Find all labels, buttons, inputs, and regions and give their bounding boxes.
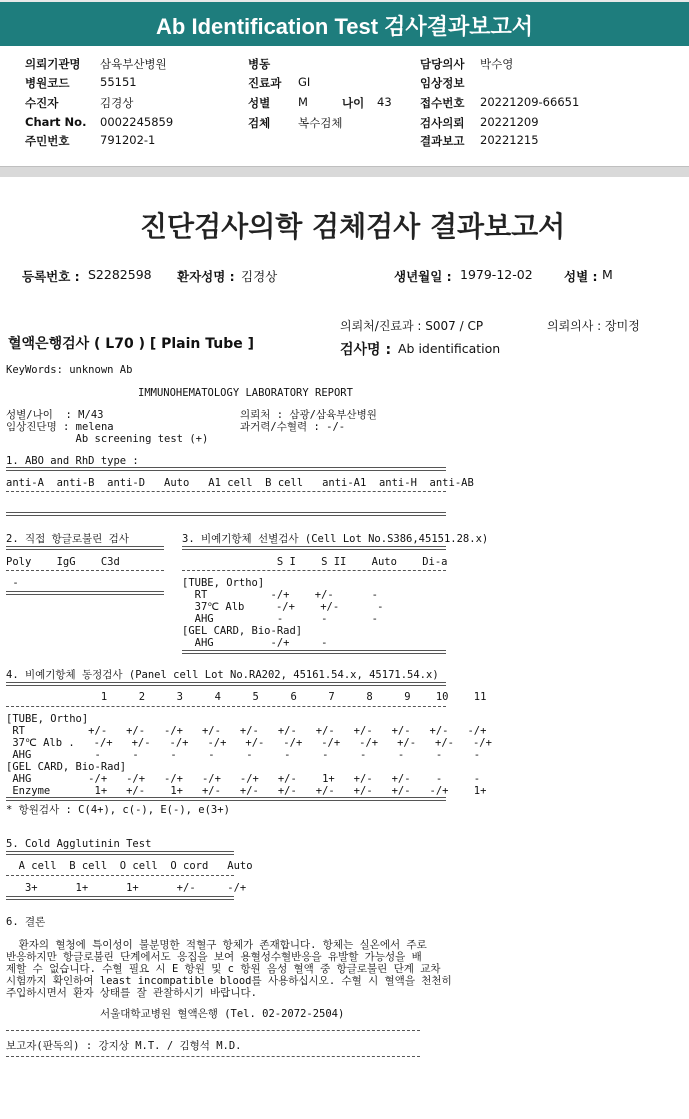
table-row: AHG - - - bbox=[182, 613, 378, 625]
double-rule bbox=[6, 591, 164, 595]
info-label: 담당의사 bbox=[420, 57, 465, 71]
info-label: Chart No. bbox=[25, 115, 87, 129]
info-value: 삼육부산병원 bbox=[100, 57, 167, 71]
info-value: M bbox=[298, 95, 308, 109]
info-label: 성별 bbox=[248, 96, 271, 110]
dashed-rule bbox=[6, 570, 164, 571]
table-row: 3+ 1+ 1+ +/- -/+ bbox=[6, 882, 247, 894]
sex-value: M bbox=[602, 267, 613, 282]
double-rule bbox=[6, 512, 446, 516]
double-rule bbox=[182, 650, 446, 654]
double-rule bbox=[6, 546, 164, 550]
reporter-line: 보고자(판독의) : 강지상 M.T. / 김형석 M.D. bbox=[6, 1040, 242, 1052]
keywords-line: KeyWords: unknown Ab bbox=[6, 364, 133, 376]
section-heading: 1. ABO and RhD type : bbox=[6, 455, 139, 467]
table-row: RT +/- +/- -/+ +/- +/- +/- +/- +/- +/- +/- -/+ bbox=[6, 725, 487, 737]
table-header: S I S II Auto Di-a bbox=[182, 556, 448, 568]
test-name-label: 검사명 : bbox=[340, 342, 392, 358]
dob-label: 생년월일 : bbox=[394, 269, 452, 284]
table-header: A cell B cell O cell O cord Auto bbox=[6, 860, 253, 872]
sex-label: 성별 : bbox=[564, 269, 598, 284]
double-rule bbox=[6, 896, 234, 900]
info-value: 43 bbox=[377, 95, 392, 109]
info-value: 55151 bbox=[100, 75, 137, 89]
table-row: [TUBE, Ortho] bbox=[6, 713, 89, 725]
report-line: 성별/나이 : M/43 bbox=[6, 409, 104, 421]
report-line: 과거력/수혈력 : -/- bbox=[240, 421, 346, 433]
report-header-title: Ab Identification Test 검사결과보고서 bbox=[0, 0, 689, 46]
lab-contact: 서울대학교병원 혈액은행 (Tel. 02-2072-2504) bbox=[100, 1008, 345, 1020]
info-value: 791202-1 bbox=[100, 133, 156, 147]
conclusion-line: 환자의 혈청에 특이성이 불분명한 적혈구 항체가 존재합니다. 항체는 실온에서 주로 bbox=[6, 939, 427, 951]
dob-value: 1979-12-02 bbox=[460, 267, 533, 282]
section-heading: 6. 결론 bbox=[6, 916, 46, 928]
info-label: 수진자 bbox=[25, 96, 59, 110]
dept-text: 의뢰처/진료과 : S007 / CP bbox=[340, 319, 484, 333]
table-row: 37℃ Alb -/+ +/- - bbox=[182, 601, 384, 613]
info-label: 진료과 bbox=[248, 76, 282, 90]
table-header: Poly IgG C3d bbox=[6, 556, 120, 568]
double-rule bbox=[182, 546, 446, 550]
info-value: 20221209-66651 bbox=[480, 95, 580, 109]
patient-label: 환자성명 : bbox=[177, 269, 235, 284]
dashed-rule bbox=[6, 1030, 420, 1031]
report-subtitle: IMMUNOHEMATOLOGY LABORATORY REPORT bbox=[138, 387, 353, 399]
info-label: 병원코드 bbox=[25, 76, 70, 90]
table-row: [GEL CARD, Bio-Rad] bbox=[6, 761, 127, 773]
report-line: 임상진단명 : melena bbox=[6, 421, 114, 433]
table-row: Enzyme 1+ +/- 1+ +/- +/- +/- +/- +/- +/- -/+ 1+ bbox=[6, 785, 487, 797]
info-value: 20221215 bbox=[480, 133, 539, 147]
table-header: 1 2 3 4 5 6 7 8 9 10 11 bbox=[6, 691, 487, 703]
table-row: RT -/+ +/- - bbox=[182, 589, 378, 601]
info-label: 검사의뢰 bbox=[420, 116, 465, 130]
info-label: 결과보고 bbox=[420, 134, 465, 148]
section-heading: 4. 비예기항체 동정검사 (Panel cell Lot No.RA202, 45161.54.x, 45171.54.x) bbox=[6, 669, 439, 681]
info-value: 복수검체 bbox=[298, 116, 343, 130]
table-row: AHG -/+ -/+ -/+ -/+ -/+ +/- 1+ +/- +/- - - bbox=[6, 773, 481, 785]
double-rule bbox=[6, 851, 234, 855]
dashed-rule bbox=[6, 875, 234, 876]
antigen-line: * 항원검사 : C(4+), c(-), E(-), e(3+) bbox=[6, 804, 230, 816]
info-label: 병동 bbox=[248, 57, 271, 71]
dashed-rule bbox=[6, 491, 446, 492]
test-group: 혈액은행검사 ( L70 ) [ Plain Tube ] bbox=[8, 336, 255, 352]
dashed-rule bbox=[6, 706, 446, 707]
report-line: Ab screening test (+) bbox=[6, 433, 209, 445]
table-row: AHG - - - - - - - - - - - bbox=[6, 749, 481, 761]
report-title: 진단검사의학 검체검사 결과보고서 bbox=[140, 210, 566, 243]
table-row: AHG -/+ - bbox=[182, 637, 328, 649]
conclusion-line: 반응하지만 항글로불린 단계에서도 응집을 보여 용혈성수혈반응을 유발할 가능성을 배 bbox=[6, 951, 422, 963]
doctor-text: 의뢰의사 : 장미정 bbox=[547, 319, 640, 333]
section-heading: 2. 직접 항글로불린 검사 bbox=[6, 533, 129, 545]
reg-value: S2282598 bbox=[88, 267, 152, 282]
conclusion-line: 시험까지 확인하여 least incompatible blood를 사용하십시오. 수혈 시 혈액을 천천히 bbox=[6, 975, 452, 987]
info-label: 의뢰기관명 bbox=[25, 57, 81, 71]
table-row: [GEL CARD, Bio-Rad] bbox=[182, 625, 303, 637]
section-heading: 3. 비예기항체 선별검사 (Cell Lot No.S386,45151.28.x) bbox=[182, 533, 489, 545]
section-heading: 5. Cold Agglutinin Test bbox=[6, 838, 152, 850]
info-value: 20221209 bbox=[480, 115, 539, 129]
table-header: anti-A anti-B anti-D Auto A1 cell B cell anti-A1 anti-H anti-AB bbox=[6, 477, 474, 489]
report-line: 의뢰처 : 삼광/삼육부산병원 bbox=[240, 409, 377, 421]
double-rule bbox=[6, 467, 446, 471]
dashed-rule bbox=[182, 570, 446, 571]
info-label: 검체 bbox=[248, 116, 271, 130]
dashed-rule bbox=[6, 1056, 420, 1057]
info-label: 접수번호 bbox=[420, 96, 465, 110]
reg-label: 등록번호 : bbox=[22, 269, 80, 284]
info-value: GI bbox=[298, 75, 311, 89]
info-label: 임상정보 bbox=[420, 76, 465, 90]
info-value: 박수영 bbox=[480, 57, 514, 71]
double-rule bbox=[6, 797, 446, 801]
patient-value: 김경상 bbox=[241, 269, 278, 284]
info-value: 김경상 bbox=[100, 96, 134, 110]
info-label: 주민번호 bbox=[25, 134, 70, 148]
conclusion-line: 제할 수 없습니다. 수혈 필요 시 E 항원 및 c 항원 음성 혈액 중 항글로불린 단계 교차 bbox=[6, 963, 441, 975]
test-name-value: Ab identification bbox=[398, 341, 501, 356]
double-rule bbox=[6, 682, 446, 686]
conclusion-line: 주입하시면서 환자 상태를 잘 관찰하시기 바랍니다. bbox=[6, 987, 257, 999]
info-value: 0002245859 bbox=[100, 115, 174, 129]
section-divider bbox=[0, 166, 689, 177]
table-row: [TUBE, Ortho] bbox=[182, 577, 265, 589]
table-row: 37℃ Alb . -/+ +/- -/+ -/+ +/- -/+ -/+ -/+ +/- +/- -/+ bbox=[6, 737, 492, 749]
info-label: 나이 bbox=[342, 96, 365, 110]
table-row: - bbox=[6, 577, 19, 589]
